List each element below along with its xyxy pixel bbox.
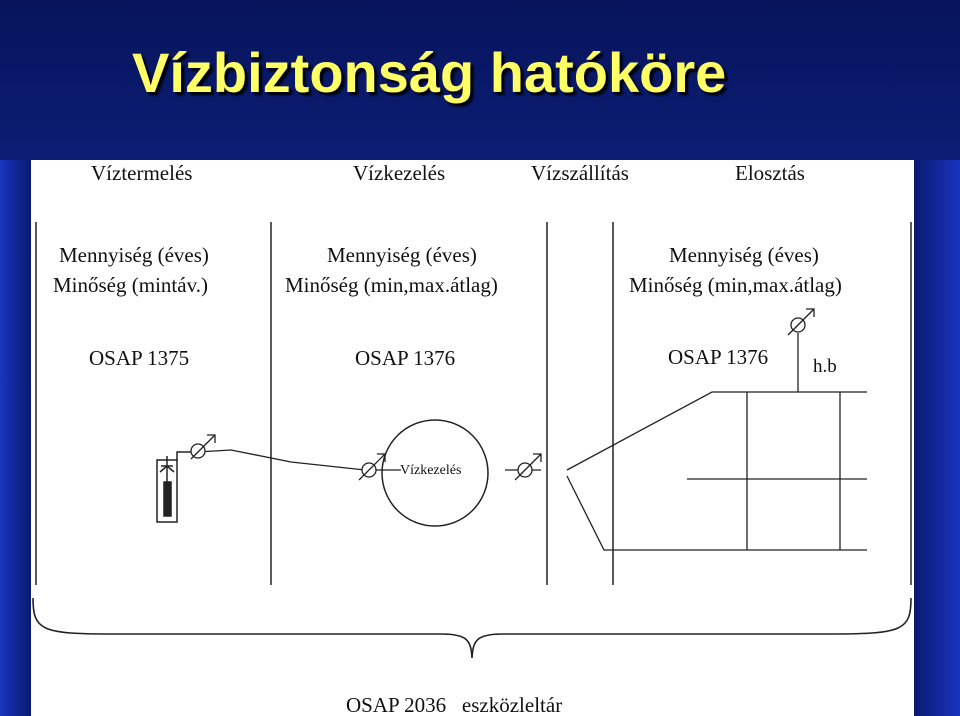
left-gradient-band bbox=[0, 160, 31, 716]
meter-icon-well bbox=[191, 435, 215, 459]
stage-production: Víztermelés bbox=[91, 161, 193, 185]
left-quality: Minőség (mintáv.) bbox=[53, 273, 208, 297]
meter-icon-distribution bbox=[788, 309, 814, 335]
left-quantity: Mennyiség (éves) bbox=[59, 243, 209, 267]
meter-icons bbox=[191, 309, 814, 480]
meter-icon-treatment-out bbox=[515, 454, 541, 480]
slide-title: Vízbiztonság hatóköre bbox=[132, 41, 727, 104]
middle-osap: OSAP 1376 bbox=[355, 346, 456, 370]
stage-distribution: Elosztás bbox=[735, 161, 805, 185]
left-osap: OSAP 1375 bbox=[89, 346, 190, 370]
middle-quantity: Mennyiség (éves) bbox=[327, 243, 477, 267]
right-osap: OSAP 1376 bbox=[668, 345, 769, 369]
right-quality: Minőség (min,max.átlag) bbox=[629, 273, 842, 297]
stage-transport: Vízszállítás bbox=[531, 161, 629, 185]
treatment-plant-label: Vízkezelés bbox=[400, 463, 462, 478]
meter-icon-treatment-in bbox=[359, 454, 385, 480]
right-note: h.b bbox=[813, 356, 837, 377]
middle-quality: Minőség (min,max.átlag) bbox=[285, 273, 498, 297]
diagram-panel bbox=[31, 160, 914, 716]
right-quantity: Mennyiség (éves) bbox=[669, 243, 819, 267]
scope-brace bbox=[33, 598, 911, 658]
footer-asset-registry: OSAP 2036 eszközleltár bbox=[346, 693, 563, 716]
well-icon bbox=[157, 452, 197, 522]
water-safety-diagram bbox=[31, 160, 914, 716]
stage-treatment: Vízkezelés bbox=[353, 161, 446, 185]
right-gradient-band bbox=[914, 160, 960, 716]
